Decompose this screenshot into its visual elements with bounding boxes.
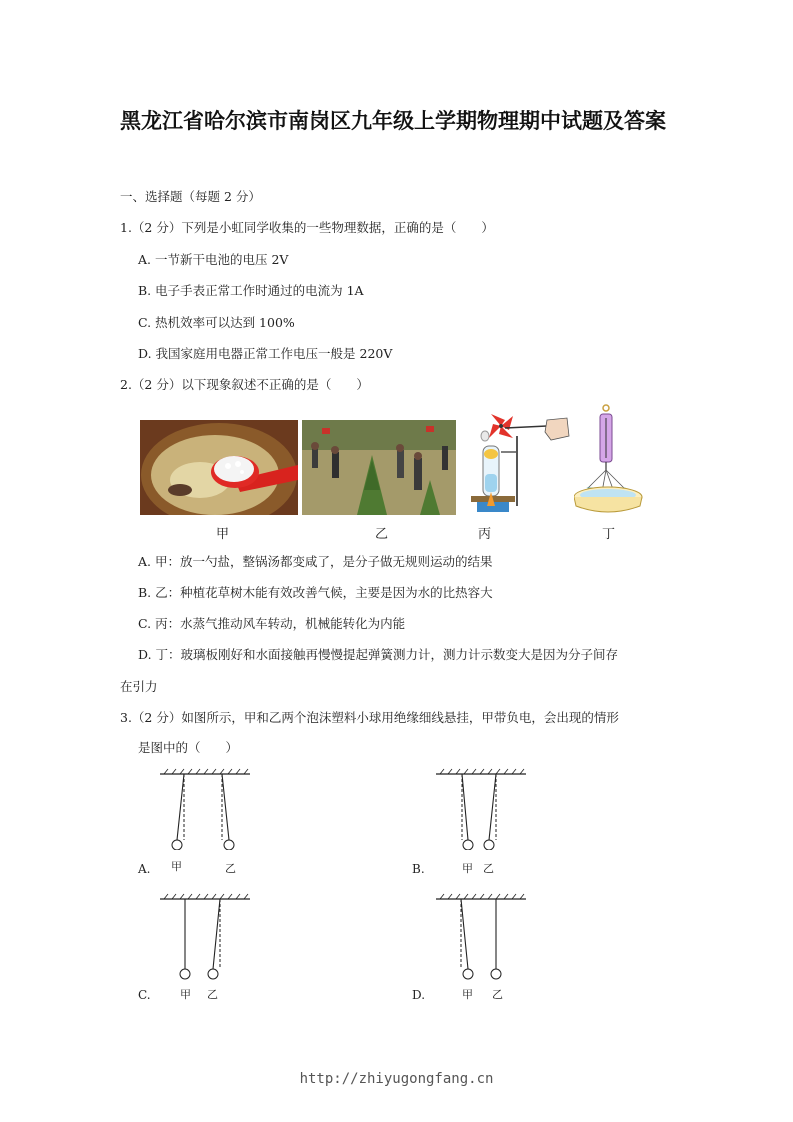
q1-option-b: B. 电子手表正常工作时通过的电流为 1A [138,283,364,298]
q2-option-d-continued: 在引力 [120,679,158,694]
pendulum-diagram-a [158,768,258,850]
pendulum-diagram-c [158,893,258,983]
q2-option-d: D. 丁：玻璃板刚好和水面接触再慢慢提起弹簧测力计，测力计示数变大是因为分子间存 [138,647,619,662]
q1-option-d: D. 我国家庭用电器正常工作电压一般是 220V [138,346,393,361]
soup-salt-photo [140,420,298,515]
q1-option-c: C. 热机效率可以达到 100% [138,315,295,330]
q2-option-b: B. 乙：种植花草树木能有效改善气候，主要是因为水的比热容大 [138,585,493,600]
footer-url[interactable]: http://zhiyugongfang.cn [299,1071,494,1087]
q2-option-a: A. 甲：放一勺盐，整锅汤都变咸了，是分子做无规则运动的结果 [138,554,493,569]
q3-option-a-label: A. [138,862,151,876]
steam-pinwheel-diagram [461,406,573,515]
ball-label-yi: 乙 [483,862,494,875]
ball-label-jia: 甲 [180,988,191,1001]
q3-stem-line2: 是图中的（ ） [138,740,239,755]
ball-label-jia: 甲 [462,862,473,875]
q3-option-b-label: B. [412,862,425,876]
ball-label-jia: 甲 [171,860,182,873]
figure-caption-jia: 甲 [216,527,230,542]
ball-label-jia: 甲 [462,988,473,1001]
figure-caption-bing: 丙 [478,527,492,542]
q2-option-c: C. 丙：水蒸气推动风车转动，机械能转化为内能 [138,616,406,631]
q1-option-a: A. 一节新干电池的电压 2V [138,252,289,267]
q2-stem: 2.（2 分）以下现象叙述不正确的是（ ） [120,377,369,392]
ball-label-yi: 乙 [207,988,218,1001]
tree-planting-photo [302,420,456,515]
q1-stem: 1.（2 分）下列是小虹同学收集的一些物理数据，正确的是（ ） [120,220,494,235]
pendulum-diagram-b [434,768,534,850]
figure-caption-yi: 乙 [375,527,389,542]
q3-option-d-label: D. [412,988,426,1002]
spring-scale-diagram [574,402,646,515]
figure-caption-ding: 丁 [602,527,616,542]
q3-option-c-label: C. [138,988,151,1002]
pendulum-diagram-d [434,893,534,983]
page-title: 黑龙江省哈尔滨市南岗区九年级上学期物理期中试题及答案 [120,108,666,133]
ball-label-yi: 乙 [492,988,503,1001]
ball-label-yi: 乙 [225,862,236,875]
section-heading: 一、选择题（每题 2 分） [120,189,261,204]
q3-stem-line1: 3.（2 分）如图所示，甲和乙两个泡沫塑料小球用绝缘细线悬挂，甲带负电，会出现的情形 [120,710,619,725]
